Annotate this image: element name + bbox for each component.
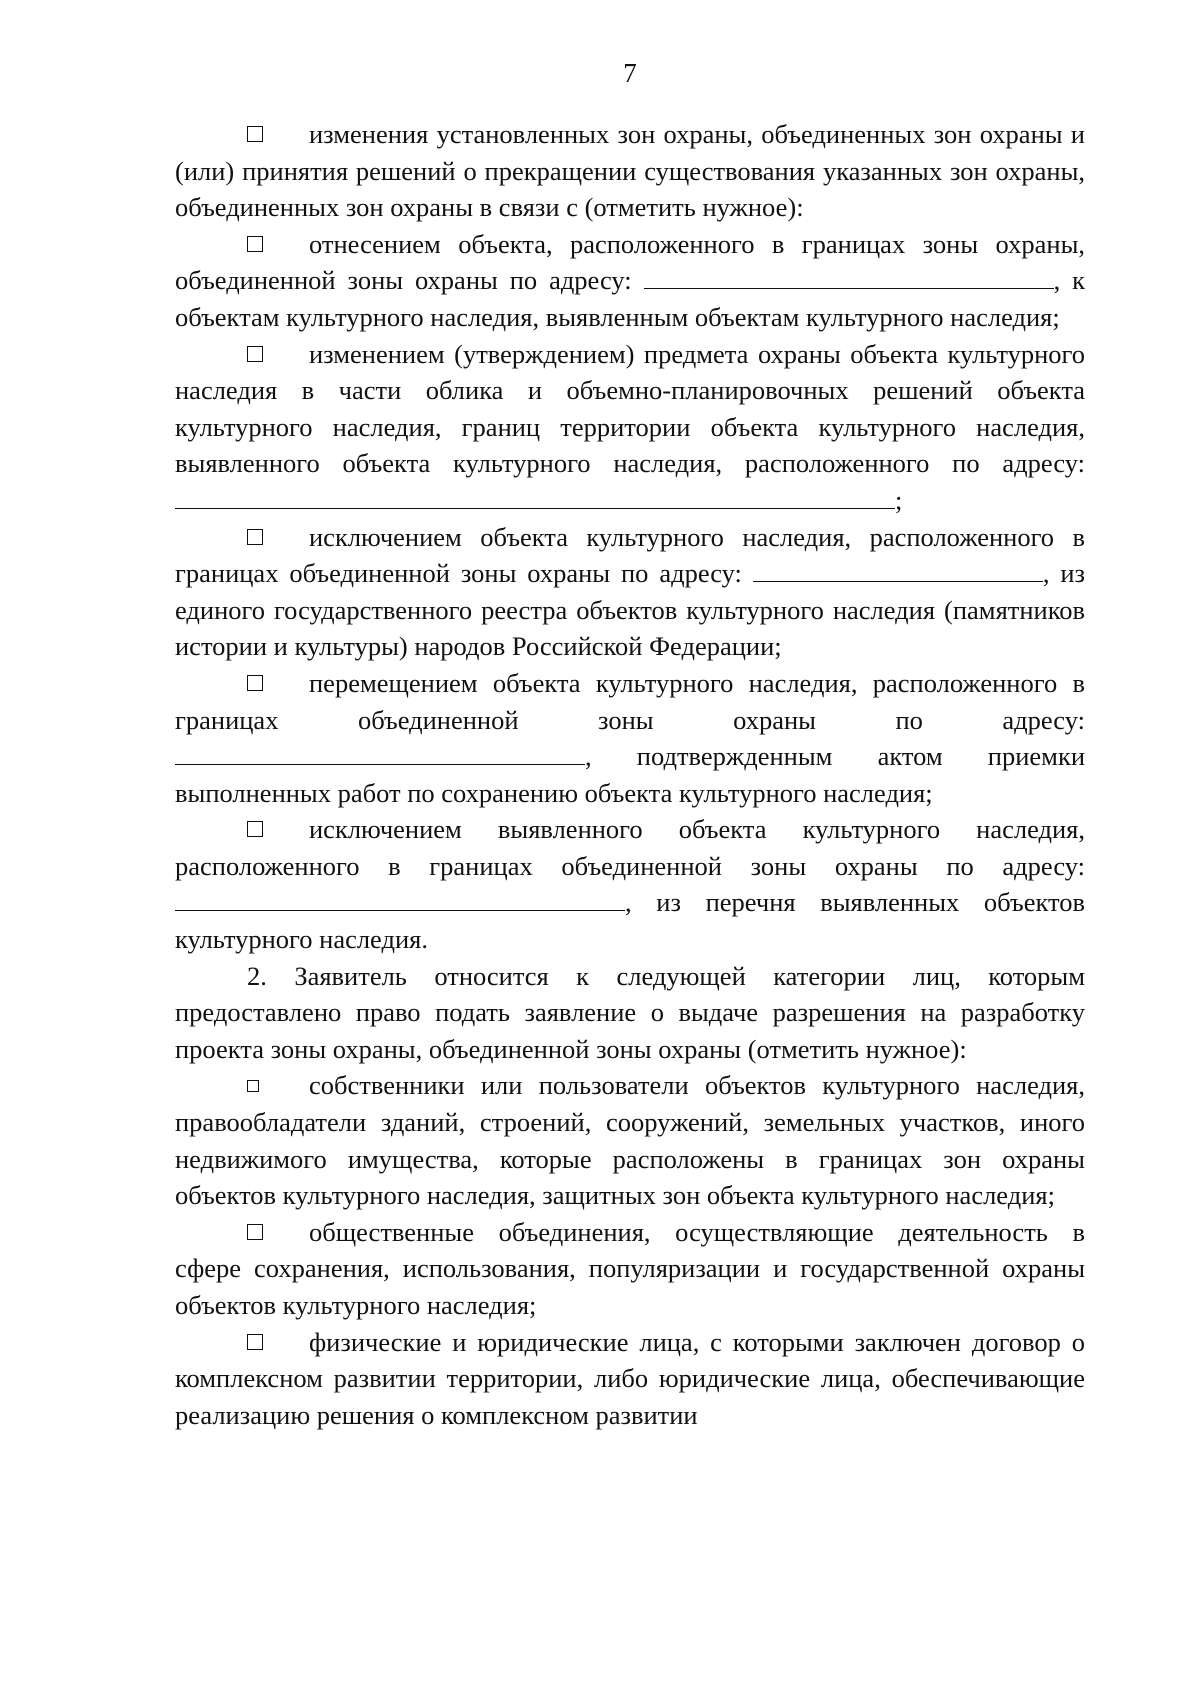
option-paragraph xyxy=(175,665,1085,811)
paragraph-text: изменения установленных зон охраны, объединенных зон охраны и (или) принятия решений о прекращении существования указанных зон охраны, объединенных зон охраны в связи с (отметить нужное): xyxy=(175,119,1085,223)
address-blank[interactable] xyxy=(753,559,1043,582)
option-paragraph xyxy=(175,1324,1085,1434)
paragraph-text: , к объектам культурного наследия, выявленным объектам культурного наследия; xyxy=(175,265,1086,332)
checkbox[interactable] xyxy=(247,346,263,362)
checkbox[interactable] xyxy=(247,821,263,837)
document-body xyxy=(175,116,1085,1433)
paragraph-text: 2. Заявитель относится к следующей категории лиц, которым предоставлено право подать заявление о выдаче разрешения на разработку проекта зоны охраны, объединенной зоны охраны (отметить нужное): xyxy=(175,960,1085,1064)
option-paragraph xyxy=(175,519,1085,665)
option-paragraph xyxy=(175,336,1085,519)
address-blank[interactable] xyxy=(175,486,895,509)
option-paragraph xyxy=(175,1214,1085,1324)
paragraph-text: отнесением объекта, расположенного в границах зоны охраны, объединенной зоны охраны по адресу: xyxy=(175,228,1085,296)
checkbox[interactable] xyxy=(247,1224,263,1240)
paragraph-text: ; xyxy=(895,484,903,515)
option-paragraph xyxy=(175,226,1085,336)
address-blank[interactable] xyxy=(644,266,1054,289)
page-number: 7 xyxy=(623,58,637,88)
checkbox[interactable] xyxy=(247,1080,259,1092)
section-paragraph xyxy=(175,958,1085,1068)
option-paragraph xyxy=(175,1067,1085,1213)
paragraph-text: исключением объекта культурного наследия, расположенного в границах объединенной зоны охраны по адресу: xyxy=(175,521,1085,589)
paragraph-text: общественные объединения, осуществляющие деятельность в сфере сохранения, использования, популяризации и государственной охраны объектов культурного наследия; xyxy=(175,1216,1085,1320)
address-blank[interactable] xyxy=(175,742,585,765)
checkbox[interactable] xyxy=(247,675,263,691)
paragraph-text: , подтвержденным актом приемки выполненных работ по сохранению объекта культурного наследия; xyxy=(175,741,1085,808)
paragraph-text: , из единого государственного реестра объектов культурного наследия (памятников истории и культуры) народов Российской Федерации; xyxy=(175,558,1085,662)
option-paragraph xyxy=(175,811,1085,957)
checkbox[interactable] xyxy=(247,1334,263,1350)
checkbox[interactable] xyxy=(247,126,263,142)
paragraph-text: собственники или пользователи объектов культурного наследия, правообладатели зданий, строений, сооружений, земельных участков, иного недвижимого имущества, которые расположены в границах зон охраны объектов культурного наследия, защитных зон объекта культурного наследия; xyxy=(175,1070,1085,1211)
paragraph-text: физические и юридические лица, с которыми заключен договор о комплексном развитии территории, либо юридические лица, обеспечивающие реализацию решения о комплексном развитии xyxy=(175,1326,1085,1430)
paragraph-text: перемещением объекта культурного наследия, расположенного в границах объединенной зоны охраны по адресу: xyxy=(175,667,1085,735)
paragraph-text: изменением (утверждением) предмета охраны объекта культурного наследия в части облика и объемно-планировочных решений объекта культурного наследия, границ территории объекта культурного наследия, выявленного объекта культурного наследия, расположенного по адресу: xyxy=(175,338,1085,479)
checkbox[interactable] xyxy=(247,236,263,252)
option-paragraph xyxy=(175,116,1085,226)
paragraph-text: исключением выявленного объекта культурного наследия, расположенного в границах объединенной зоны охраны по адресу: xyxy=(175,814,1085,881)
checkbox[interactable] xyxy=(247,529,263,545)
paragraph-text: , из перечня выявленных объектов культурного наследия. xyxy=(175,887,1085,955)
address-blank[interactable] xyxy=(175,888,625,911)
